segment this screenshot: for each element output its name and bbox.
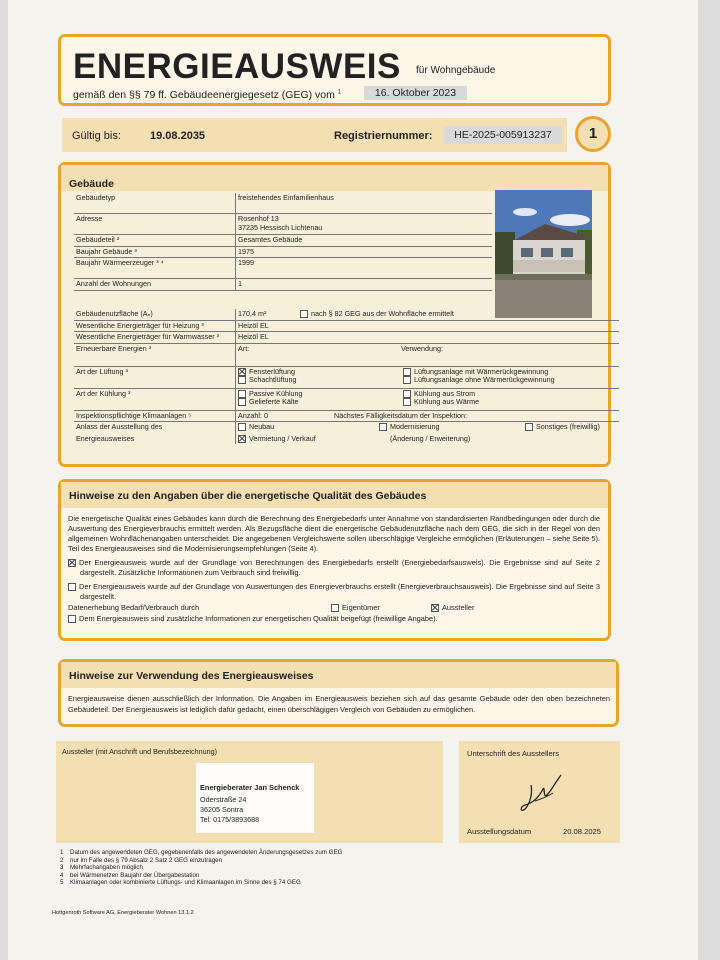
certificate-page [8,0,698,960]
table-row [74,214,492,235]
table-row [74,193,492,214]
usage-hints-text: Energieausweise dienen ausschließlich der Information. Die Angaben im Energieausweis beziehen sich auf das gesamte Gebäude oder den oben bezeichneten Gebäudeteil. Der Energieausweis ist lediglich dafür gedacht, einen überschlägigen Vergleich von Gebäuden zu ermöglichen. [68,694,610,714]
area-note: nach § 82 GEG aus der Wohnfläche ermittelt [311,309,454,318]
row-value: 1 [236,279,493,291]
footnote-item [60,864,342,872]
row-value [236,214,493,235]
issuer-stamp [196,763,314,833]
reason-rent-checkbox[interactable] [238,435,246,443]
survey-issuer: Aussteller [442,603,475,612]
law-line [73,89,341,101]
renewables-use: Verwendung: [401,343,443,353]
table-row [74,422,619,445]
row-value [236,410,620,422]
row-value [236,309,620,320]
software-credit: Hottgenroth Software AG, Energieberater Wohnen 13.1.2 [52,910,194,916]
reason-new-checkbox[interactable] [238,423,246,431]
cooling-option: Gelieferte Kälte [249,397,299,406]
issue-date-value: 20.08.2025 [563,827,602,836]
quality-paragraph: Die energetische Qualität eines Gebäudes kann durch die Berechnung des Energiebedarfs unter Annahme von standardisierten Randbedingungen oder durch die Auswertung des Energieverbrauchs ermittelt werden. Als Bezugsfläche dient die energetische Gebäudenutzfläche nach dem GEG, die sich in der Regel von den allgemeinen Wohnflächenangaben unterscheidet. Die angegebenen Vergleichswerte sollen überschlägige Vergleiche ermöglichen (Erläuterungen – siehe Seite 5). Teil des Energieausweises sind die Modernisierungsempfehlungen (Seite 4). [68,514,600,553]
table-row [74,279,492,291]
issuer-name: Energieberater Jan Schenck [200,783,300,792]
issuer-box [56,741,443,843]
building-table [74,193,492,291]
reason-option: Sonstiges (freiwillig) [536,422,600,431]
row-label: Gebäudetyp [74,193,236,214]
cooling-option: Kühlung aus Wärme [414,397,480,406]
page-subtitle: für Wohngebäude [416,65,496,76]
footnote-item [60,879,342,887]
ventilation-shaft-checkbox[interactable] [238,376,246,384]
quality-hints-title: Hinweise zu den Angaben über die energetische Qualität des Gebäudes [69,490,427,502]
issuer-city: 36205 Sontra [200,805,244,814]
signature-scribble [517,771,567,815]
consumption-certificate-checkbox[interactable] [68,583,76,591]
survey-owner-checkbox[interactable] [331,604,339,612]
table-row [74,235,492,247]
row-label: Baujahr Wärmeerzeuger ³ ⁴ [74,258,236,279]
ventilation-option: Fensterlüftung [249,366,295,376]
cooling-delivered-checkbox[interactable] [238,398,246,406]
issuer-phone: Tel. 0175/3893688 [200,815,260,824]
inspection-count: Anzahl: 0 [238,410,268,420]
ventilation-option: Lüftungsanlage ohne Wärmerückgewinnung [414,375,555,384]
footnote-item [60,857,342,865]
quality-hints-body [68,514,600,624]
reason-other-checkbox[interactable] [525,423,533,431]
quality-hints-section [58,479,611,641]
ventilation-hrv-checkbox[interactable] [403,368,411,376]
footnote-text: Mehrfachangaben möglich [70,864,143,872]
consumption-certificate-text: Der Energieausweis wurde auf der Grundlage von Auswertungen des Energieverbrauchs erstellt (Energieverbrauchsausweis). Die Ergebnisse sind auf Seite 3 dargestellt. [79,582,600,601]
law-text: gemäß den §§ 79 ff. Gebäudeenergiegesetz (GEG) vom [73,89,335,101]
issuer-label: Aussteller (mit Anschrift und Berufsbezeichnung) [62,747,218,756]
address-city: 37235 Hessisch Lichtenau [238,222,323,232]
footnote-number: 2 [60,856,64,864]
address-street: Rosenhof 13 [238,214,279,223]
demand-certificate-text: Der Energieausweis wurde auf der Grundlage von Berechnungen des Energiebedarfs erstellt (Energiebedarfsausweis). Die Ergebnisse sind auf Seite 2 dargestellt. Zusätzliche Informationen zum Verbrauch sind freiwillig. [79,558,600,577]
row-value: Heizöl EL [236,332,620,344]
survey-owner: Eigentümer [342,603,380,612]
row-value [236,343,620,366]
valid-until-label: Gültig bis: [72,130,121,142]
building-table-wide [74,309,619,444]
signature-box [459,741,620,843]
reason-option: Neubau [249,422,275,431]
additional-info-checkbox[interactable] [68,615,76,623]
footnotes [60,849,342,887]
reason-modern-checkbox[interactable] [379,423,387,431]
ventilation-window-checkbox[interactable] [238,368,246,376]
table-row [74,343,619,366]
footnote-item [60,872,342,880]
area-value: 170,4 m² [238,309,267,318]
table-row [74,246,492,258]
row-label: Adresse [74,214,236,235]
table-row [74,388,619,410]
footnote-text: bei Wärmenetzen Baujahr der Übergabestation [70,871,200,879]
row-value: Gesamtes Gebäude [236,235,493,247]
footnote-text: Datum des angewendeten GEG, gegebenenfalls des angewendeten Änderungsgesetzes zum GEG [70,849,343,856]
row-value: Heizöl EL [236,320,620,332]
issuer-street: Oderstraße 24 [200,795,247,804]
house-photo-illustration [495,190,592,318]
reason-label-2: Energieausweises [76,433,135,443]
reason-option: (Änderung / Erweiterung) [390,433,471,443]
page-number-badge: 1 [575,116,611,152]
cooling-option: Passive Kühlung [249,388,303,398]
table-row [74,332,619,344]
reason-label: Anlass der Ausstellung des [76,422,163,431]
row-value: 1975 [236,246,493,258]
table-row [74,258,492,279]
usage-hints-title: Hinweise zur Verwendung des Energieausweises [69,670,314,682]
title-box [58,34,611,106]
row-value [236,388,620,410]
row-label: Anzahl der Wohnungen [74,279,236,291]
footnote-number: 3 [60,864,64,872]
footnote-text: Klimaanlagen oder kombinierte Lüftungs- und Klimaanlagen im Sinne des § 74 GEG [70,879,301,887]
row-value: freistehendes Einfamilienhaus [236,193,493,214]
footnote-item [60,849,342,857]
law-date: 16. Oktober 2023 [364,86,467,100]
registration-value: HE-2025-005913237 [444,126,562,144]
ventilation-norecovery-checkbox[interactable] [403,376,411,384]
row-label: Erneuerbare Energien ³ [74,343,236,366]
demand-certificate-checkbox[interactable] [68,559,76,567]
row-label: Art der Lüftung ³ [74,366,236,388]
row-label: Gebäudenutzfläche (Aₙ) [74,309,236,320]
footnote-number: 5 [60,879,64,887]
footnote-number: 1 [60,849,64,856]
cooling-heat-checkbox[interactable] [403,398,411,406]
registration-label: Registriernummer: [334,130,433,142]
cooling-option: Kühlung aus Strom [414,388,476,398]
table-row [74,366,619,388]
reason-option: Vermietung / Verkauf [249,433,316,443]
issue-date-label: Ausstellungsdatum [467,827,532,836]
cooling-electric-checkbox[interactable] [403,390,411,398]
footnote-number: 4 [60,871,64,879]
validity-bar [62,118,567,152]
row-label: Art der Kühlung ³ [74,388,236,410]
row-label: Gebäudeteil ² [74,235,236,247]
building-title: Gebäude [69,178,114,190]
row-label: Baujahr Gebäude ³ [74,246,236,258]
row-label: Wesentliche Energieträger für Warmwasser ³ [74,332,236,344]
inspection-next: Nächstes Fälligkeitsdatum der Inspektion: [334,410,468,420]
footnote-text: nur im Falle des § 79 Absatz 2 Satz 2 GEG einzutragen [70,856,223,864]
renewables-art: Art: [238,343,250,353]
row-label: Wesentliche Energieträger für Heizung ³ [74,320,236,332]
row-value [236,422,620,445]
survey-label: Datenerhebung Bedarf/Verbrauch durch [68,603,200,612]
ventilation-option: Lüftungsanlage mit Wärmerückgewinnung [414,366,549,376]
row-label: Inspektionspflichtige Klimaanlagen ⁵ [74,410,236,422]
building-header [61,165,608,191]
reason-option: Modernisierung [390,422,440,431]
valid-until-value: 19.08.2035 [150,130,206,142]
table-row [74,309,619,320]
row-label [74,422,236,445]
law-footnote-ref: 1 [337,89,342,96]
row-value: 1999 [236,258,493,279]
area-checkbox[interactable] [300,310,308,318]
building-photo [495,190,592,318]
table-row [74,320,619,332]
additional-info-text: Dem Energieausweis sind zusätzliche Informationen zur energetischen Qualität beigefügt (freiwillige Angabe). [79,614,438,623]
signature-label: Unterschrift des Ausstellers [467,749,560,758]
page-title: ENERGIEAUSWEIS [73,47,401,86]
survey-issuer-checkbox[interactable] [431,604,439,612]
usage-hints-section [58,659,619,727]
cooling-passive-checkbox[interactable] [238,390,246,398]
ventilation-option: Schachtlüftung [249,375,297,384]
table-row [74,410,619,422]
row-value [236,366,620,388]
